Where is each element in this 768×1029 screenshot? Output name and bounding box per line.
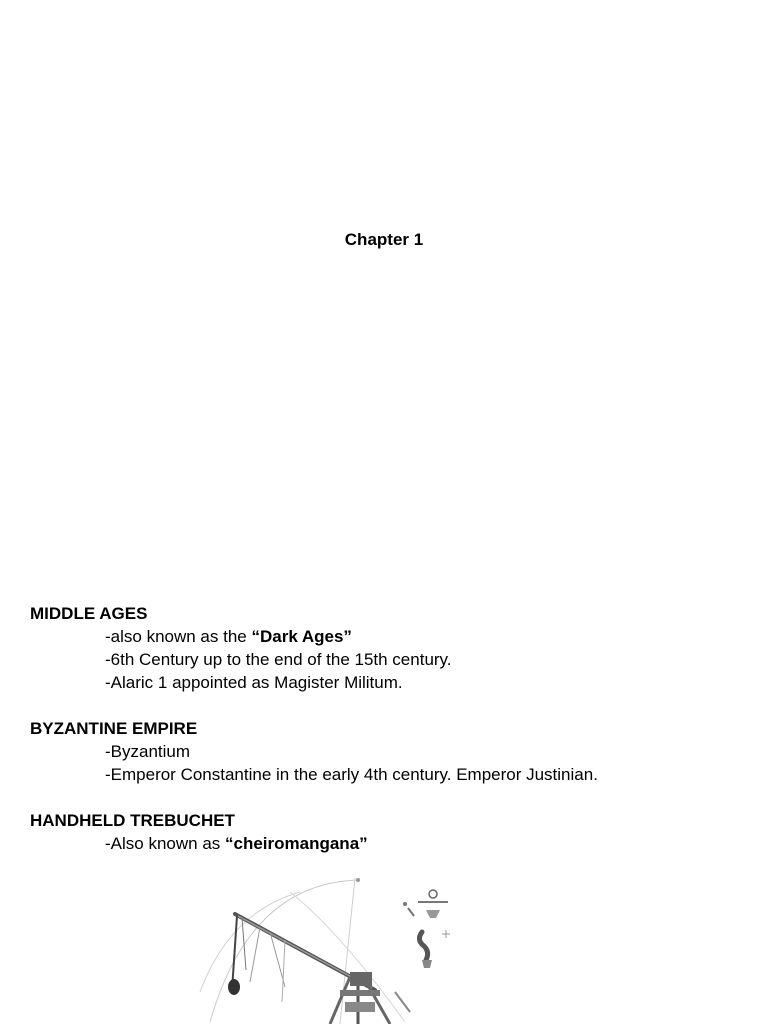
bullet-text: -Byzantium [105,742,191,761]
section-heading: MIDDLE AGES [30,604,148,623]
bullet-bold-text: “cheiromangana” [225,834,368,853]
bullet-line [30,740,750,763]
bullet-line [30,625,750,648]
bullet-line [30,671,750,694]
bullet-bold-text: “Dark Ages” [251,627,352,646]
bullet-text: -Alaric 1 appointed as Magister Militum. [105,673,403,692]
trebuchet-detail-parts [403,890,450,968]
chapter-title: Chapter 1 [344,230,424,249]
section-byzantine-empire [30,717,750,786]
section-heading: BYZANTINE EMPIRE [30,719,198,738]
section-heading: HANDHELD TREBUCHET [30,811,235,830]
bullet-text: -also known as the [105,627,252,646]
section-middle-ages [30,602,750,694]
trebuchet-sketch-illustration [190,872,470,1024]
bullet-line [30,832,750,855]
bullet-text: -6th Century up to the end of the 15th century. [105,650,452,669]
bullet-line [30,763,750,786]
bullet-text: -Also known as [105,834,225,853]
bullet-line [30,648,750,671]
section-handheld-trebuchet [30,809,750,855]
bullet-text: -Emperor Constantine in the early 4th century. Emperor Justinian. [105,765,598,784]
trebuchet-sketch-icon [190,872,470,1024]
